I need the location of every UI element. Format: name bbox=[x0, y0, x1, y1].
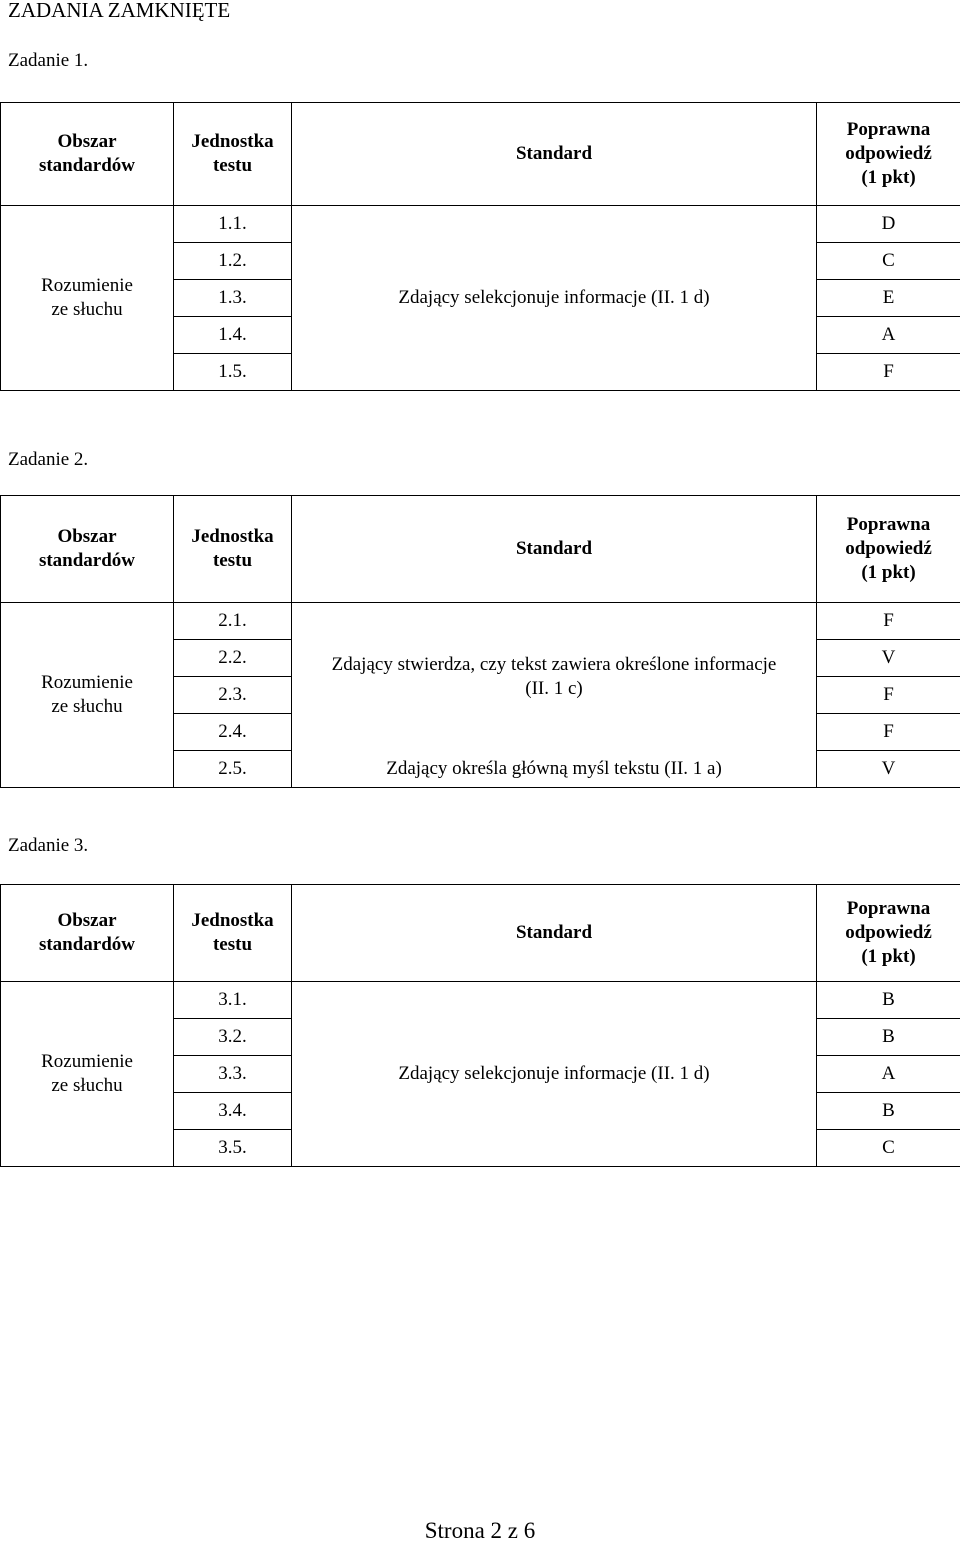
answer-cell: B bbox=[817, 1093, 960, 1130]
table-row bbox=[1, 603, 960, 640]
unit-cell: 1.2. bbox=[174, 243, 292, 280]
area-cell: Rozumienie ze słuchu bbox=[1, 982, 174, 1167]
answer-cell: F bbox=[817, 354, 960, 391]
answer-cell: E bbox=[817, 280, 960, 317]
task-1-table bbox=[0, 102, 960, 391]
page-number: Strona 2 z 6 bbox=[0, 1518, 960, 1544]
answer-cell: V bbox=[817, 640, 960, 677]
header-area: Obszar standardów bbox=[1, 103, 174, 206]
answer-cell: F bbox=[817, 714, 960, 751]
answer-cell: F bbox=[817, 603, 960, 640]
answer-cell: V bbox=[817, 751, 960, 788]
unit-cell: 2.3. bbox=[174, 677, 292, 714]
unit-cell: 3.1. bbox=[174, 982, 292, 1019]
header-answer: Poprawna odpowiedź (1 pkt) bbox=[817, 885, 960, 982]
unit-cell: 2.1. bbox=[174, 603, 292, 640]
header-answer: Poprawna odpowiedź (1 pkt) bbox=[817, 103, 960, 206]
header-area: Obszar standardów bbox=[1, 496, 174, 603]
header-row bbox=[1, 496, 960, 603]
task-2-title: Zadanie 2. bbox=[8, 449, 88, 471]
header-standard: Standard bbox=[292, 496, 817, 603]
unit-cell: 3.5. bbox=[174, 1130, 292, 1167]
answer-cell: A bbox=[817, 1056, 960, 1093]
standard-cell: Zdający określa główną myśl tekstu (II. 1 a) bbox=[292, 751, 817, 788]
unit-cell: 3.3. bbox=[174, 1056, 292, 1093]
unit-cell: 2.4. bbox=[174, 714, 292, 751]
unit-cell: 1.4. bbox=[174, 317, 292, 354]
unit-cell: 2.2. bbox=[174, 640, 292, 677]
standard-cell: Zdający stwierdza, czy tekst zawiera określone informacje (II. 1 c) bbox=[292, 603, 817, 751]
standard-cell: Zdający selekcjonuje informacje (II. 1 d) bbox=[292, 982, 817, 1167]
unit-cell: 1.3. bbox=[174, 280, 292, 317]
header-unit: Jednostka testu bbox=[174, 103, 292, 206]
unit-cell: 1.5. bbox=[174, 354, 292, 391]
unit-cell: 2.5. bbox=[174, 751, 292, 788]
unit-cell: 1.1. bbox=[174, 206, 292, 243]
answer-cell: C bbox=[817, 243, 960, 280]
header-standard: Standard bbox=[292, 885, 817, 982]
answer-cell: F bbox=[817, 677, 960, 714]
table-row bbox=[1, 206, 960, 243]
unit-cell: 3.4. bbox=[174, 1093, 292, 1130]
header-answer: Poprawna odpowiedź (1 pkt) bbox=[817, 496, 960, 603]
answer-cell: C bbox=[817, 1130, 960, 1167]
area-cell: Rozumienie ze słuchu bbox=[1, 206, 174, 391]
header-row bbox=[1, 103, 960, 206]
section-title: ZADANIA ZAMKNIĘTE bbox=[8, 0, 230, 23]
area-cell: Rozumienie ze słuchu bbox=[1, 603, 174, 788]
task-3-table bbox=[0, 884, 960, 1167]
header-area: Obszar standardów bbox=[1, 885, 174, 982]
task-3-title: Zadanie 3. bbox=[8, 835, 88, 857]
table-row bbox=[1, 982, 960, 1019]
answer-cell: D bbox=[817, 206, 960, 243]
header-row bbox=[1, 885, 960, 982]
header-unit: Jednostka testu bbox=[174, 496, 292, 603]
answer-cell: B bbox=[817, 1019, 960, 1056]
task-1-title: Zadanie 1. bbox=[8, 50, 88, 72]
task-2-table bbox=[0, 495, 960, 788]
header-unit: Jednostka testu bbox=[174, 885, 292, 982]
unit-cell: 3.2. bbox=[174, 1019, 292, 1056]
header-standard: Standard bbox=[292, 103, 817, 206]
answer-cell: B bbox=[817, 982, 960, 1019]
answer-cell: A bbox=[817, 317, 960, 354]
standard-cell: Zdający selekcjonuje informacje (II. 1 d) bbox=[292, 206, 817, 391]
